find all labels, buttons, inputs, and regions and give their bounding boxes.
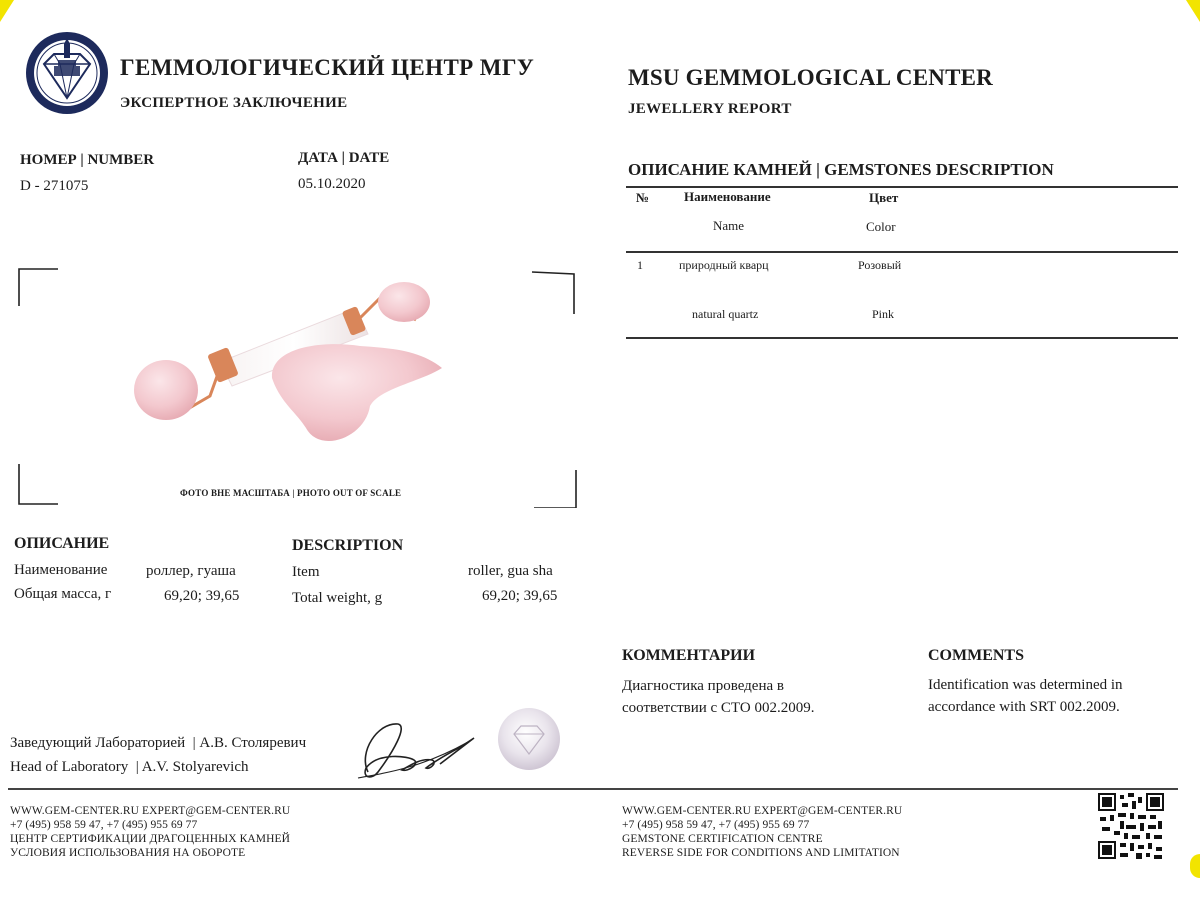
comments-text-ru-2: соответствии с СТО 002.2009.	[622, 700, 815, 716]
footer-right-line-2: +7 (495) 958 59 47, +7 (495) 955 69 77	[622, 819, 810, 831]
comments-text-en-2: accordance with SRT 002.2009.	[928, 699, 1120, 715]
corner-mark-top-left	[0, 0, 14, 22]
comments-title-en: COMMENTS	[928, 647, 1024, 664]
report-type-en: JEWELLERY REPORT	[628, 101, 792, 117]
comments-text-ru-1: Диагностика проведена в	[622, 678, 784, 694]
footer-rule	[8, 788, 1178, 790]
footer-left-line-1: WWW.GEM-CENTER.RU EXPERT@GEM-CENTER.RU	[10, 805, 291, 817]
item-label-ru: Наименование	[14, 562, 108, 578]
hologram-seal	[496, 706, 562, 772]
footer-right-line-1: WWW.GEM-CENTER.RU EXPERT@GEM-CENTER.RU	[622, 805, 903, 817]
gem-row-color-en: Pink	[872, 307, 895, 321]
org-title-en: MSU GEMMOLOGICAL CENTER	[628, 65, 993, 90]
footer-right-line-4: REVERSE SIDE FOR CONDITIONS AND LIMITATION	[622, 847, 900, 859]
item-value-ru: роллер, гуаша	[146, 563, 236, 579]
msu-diamond-logo-icon	[24, 30, 110, 116]
gem-row-name-ru: природный кварц	[679, 258, 769, 272]
number-label: НОМЕР | NUMBER	[20, 152, 155, 168]
footer-right-line-3: GEMSTONE CERTIFICATION CENTRE	[622, 833, 823, 845]
description-title-ru: ОПИСАНИЕ	[14, 535, 110, 552]
signatory-en: Head of Laboratory | A.V. Stolyarevich	[10, 759, 249, 775]
corner-mark-top-right	[1186, 0, 1200, 22]
footer-left-line-2: +7 (495) 958 59 47, +7 (495) 955 69 77	[10, 819, 198, 831]
signature-mark	[338, 712, 488, 784]
product-photo	[120, 278, 460, 458]
org-title-ru: ГЕММОЛОГИЧЕСКИЙ ЦЕНТР МГУ	[120, 55, 535, 80]
col-header-num: №	[636, 190, 650, 205]
date-label: ДАТА | DATE	[298, 150, 390, 166]
weight-label-en: Total weight, g	[292, 590, 383, 606]
item-value-en: roller, gua sha	[468, 563, 553, 579]
signatory-ru: Заведующий Лабораторией | А.В. Столяревич	[10, 735, 307, 751]
gemstones-table-top-rule	[626, 186, 1178, 188]
col-header-color-en: Color	[866, 219, 896, 234]
gem-row-name-en: natural quartz	[692, 307, 759, 321]
date-value: 05.10.2020	[298, 176, 366, 192]
comments-text-en-1: Identification was determined in	[928, 677, 1123, 693]
report-type-ru: ЭКСПЕРТНОЕ ЗАКЛЮЧЕНИЕ	[120, 95, 348, 111]
col-header-color-ru: Цвет	[869, 190, 899, 205]
gem-row-num: 1	[637, 258, 643, 272]
weight-value-en: 69,20; 39,65	[482, 588, 558, 604]
number-value: D - 271075	[20, 178, 89, 194]
gemstones-bottom-rule	[626, 337, 1178, 339]
col-header-name-ru: Наименование	[684, 189, 771, 204]
footer-left-line-3: ЦЕНТР СЕРТИФИКАЦИИ ДРАГОЦЕННЫХ КАМНЕЙ	[10, 833, 291, 845]
photo-caption: ФОТО ВНЕ МАСШТАБА | PHOTO OUT OF SCALE	[180, 488, 402, 498]
col-header-name-en: Name	[713, 218, 745, 233]
corner-mark-bottom-right	[1190, 854, 1200, 878]
comments-title-ru: КОММЕНТАРИИ	[622, 647, 756, 664]
footer-right	[622, 804, 902, 860]
description-title-en: DESCRIPTION	[292, 537, 404, 554]
qr-code	[1098, 793, 1164, 859]
gemstones-header-rule	[626, 251, 1178, 253]
gem-row-color-ru: Розовый	[858, 258, 902, 272]
weight-label-ru: Общая масса, г	[14, 586, 112, 602]
weight-value-ru: 69,20; 39,65	[164, 588, 240, 604]
item-label-en: Item	[292, 564, 320, 580]
footer-left-line-4: УСЛОВИЯ ИСПОЛЬЗОВАНИЯ НА ОБОРОТЕ	[10, 847, 246, 859]
footer-left	[10, 804, 290, 860]
gemstones-title: ОПИСАНИЕ КАМНЕЙ | GEMSTONES DESCRIPTION	[628, 160, 1054, 179]
